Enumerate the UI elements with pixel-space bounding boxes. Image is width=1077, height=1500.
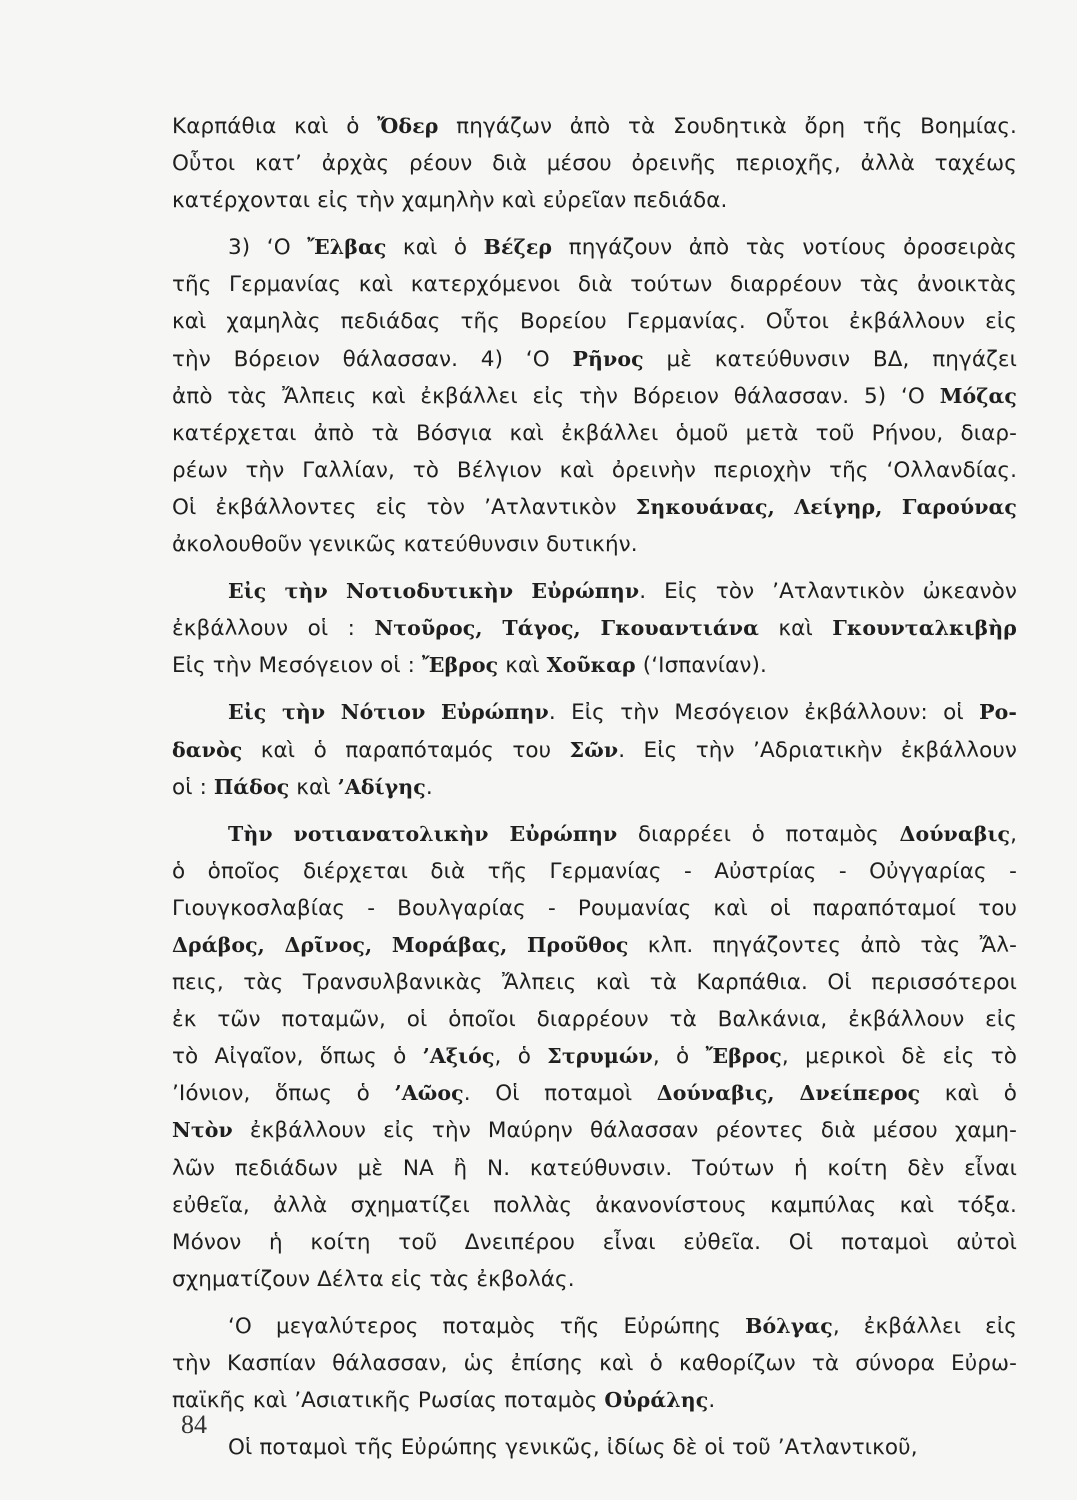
bold-term: Ντοῦρος, Τάγος, Γκουαντιάνα <box>374 616 759 641</box>
text-line <box>172 1308 1017 1345</box>
bold-term: ’Αξιός <box>422 1044 495 1069</box>
text-line <box>172 229 1017 266</box>
text-line <box>172 266 1017 303</box>
bold-term: Ρῆνος <box>572 346 644 371</box>
text-run: Οὗτοι κατ’ ἀρχὰς ρέουν διὰ μέσου ὀρεινῆς περιοχῆς, ἀλλὰ ταχέως <box>172 151 1017 177</box>
text-run: . <box>708 1388 716 1414</box>
paragraph <box>172 816 1017 1298</box>
text-run: Γιουγκοσλαβίας - Βουλγαρίας - Ρουμανίας καὶ οἱ παραπόταμοί του <box>172 895 1017 921</box>
text-line <box>172 341 1017 378</box>
text-run: ’Ιόνιον, ὅπως ὁ <box>172 1081 395 1107</box>
text-line <box>172 526 1017 563</box>
text-line <box>172 1038 1017 1075</box>
body-text <box>172 108 1017 1466</box>
paragraph <box>172 1308 1017 1419</box>
bold-term: Βέζερ <box>483 235 553 260</box>
text-run: , μερικοὶ δὲ εἰς τὸ <box>781 1044 1017 1070</box>
bold-term: Οὐράλης <box>604 1388 709 1413</box>
text-line <box>172 1429 1017 1466</box>
text-line <box>172 890 1017 927</box>
text-line <box>172 853 1017 890</box>
bold-term: Ντὸν <box>172 1118 233 1143</box>
text-line <box>172 694 1017 731</box>
text-line <box>172 1112 1017 1149</box>
text-line <box>172 1345 1017 1382</box>
text-run: . Οἱ ποταμοὶ <box>463 1081 657 1107</box>
text-line <box>172 452 1017 489</box>
text-line <box>172 378 1017 415</box>
text-run: κατέρχονται εἰς τὴν χαμηλὴν καὶ εὐρεῖαν πεδιάδα. <box>172 188 728 214</box>
text-run: καὶ ὁ παραπόταμός του <box>242 737 570 763</box>
text-line <box>172 1187 1017 1224</box>
text-run: κατέρχεται ἀπὸ τὰ Βόσγια καὶ ἐκβάλλει ὁμοῦ μετὰ τοῦ Ρήνου, διαρ- <box>172 420 1017 446</box>
text-run: ἐκβάλλουν οἱ : <box>172 616 375 642</box>
text-run: , ὁ <box>494 1044 548 1070</box>
text-line <box>172 927 1017 964</box>
text-line <box>172 816 1017 853</box>
text-run: οἱ : <box>172 774 214 800</box>
text-run: Μόνον ἡ κοίτη τοῦ Δνειπέρου εἶναι εὐθεῖα. Οἱ ποταμοὶ αὐτοὶ <box>172 1229 1017 1255</box>
text-run: τὸ Αἰγαῖον, ὅπως ὁ <box>172 1044 423 1070</box>
bold-term: Δράβος, Δρῖνος, Μοράβας, Προῦθος <box>172 932 629 957</box>
text-run: λῶν πεδιάδων μὲ ΝΑ ἢ Ν. κατεύθυνσιν. Τούτων ἡ κοίτη δὲν εἶναι <box>172 1155 1017 1181</box>
text-run: 3) ‘Ο <box>228 235 308 261</box>
text-line <box>172 1075 1017 1112</box>
text-line <box>172 303 1017 340</box>
text-line <box>172 1261 1017 1298</box>
text-run: καὶ ὁ <box>920 1081 1017 1107</box>
text-run: καὶ <box>758 616 833 642</box>
text-line <box>172 647 1017 684</box>
paragraph <box>172 229 1017 563</box>
text-line <box>172 108 1017 145</box>
text-run: (‘Ισπανίαν). <box>635 653 767 679</box>
bold-term: Ὄδερ <box>377 114 439 138</box>
text-run: ἀκολουθοῦν γενικῶς κατεύθυνσιν δυτικήν. <box>172 532 638 558</box>
text-run: τὴν Βόρειον θάλασσαν. 4) ‘Ο <box>172 346 573 372</box>
bold-term: Πάδος <box>213 774 290 799</box>
text-line <box>172 489 1017 526</box>
text-run: Εἰς τὴν Μεσόγειον οἱ : <box>172 653 422 679</box>
bold-term: Δούναβις, Δνείπερος <box>656 1081 921 1106</box>
text-run: καὶ ὁ <box>386 235 484 261</box>
text-run: κλπ. πηγάζοντες ἀπὸ τὰς Ἄλ- <box>628 932 1017 958</box>
page-number: 84 <box>181 1410 207 1439</box>
text-run: ‘Ο μεγαλύτερος ποταμὸς τῆς Εὐρώπης <box>228 1313 746 1339</box>
paragraph <box>172 694 1017 805</box>
text-run: πεις, τὰς Τρανσυλβανικὰς Ἄλπεις καὶ τὰ Καρπάθια. Οἱ περισσότεροι <box>172 970 1017 996</box>
bold-term: Στρυμών <box>547 1044 653 1069</box>
bold-term: Βόλγας <box>745 1313 833 1338</box>
text-line <box>172 769 1017 806</box>
text-run: καὶ <box>289 774 338 800</box>
bold-term: Ἔλβας <box>307 235 387 260</box>
bold-term: Δούναβις <box>899 821 1011 846</box>
text-run: ἐκβάλλουν εἰς τὴν Μαύρην θάλασσαν ρέοντες διὰ μέσου χαμη- <box>232 1118 1017 1144</box>
text-run: . Εἰς τὸν ’Ατλαντικὸν ὠκεανὸν <box>639 579 1017 605</box>
text-run: Οἱ ἐκβάλλοντες εἰς τὸν ’Ατλαντικὸν <box>172 494 636 520</box>
bold-term: Σηκουάνας, Λείγηρ, Γαρούνας <box>635 494 1017 519</box>
bold-term: Γκουνταλκιβὴρ <box>832 616 1017 641</box>
text-run: καὶ <box>498 653 547 679</box>
text-run: πηγάζουν ἀπὸ τὰς νοτίους ὀροσειρὰς <box>552 235 1017 261</box>
text-line <box>172 573 1017 610</box>
bold-term: δανὸς <box>172 737 243 762</box>
text-line <box>172 145 1017 182</box>
text-run: Οἱ ποταμοὶ τῆς Εὐρώπης γενικῶς, ἰδίως δὲ οἱ τοῦ ’Ατλαντικοῦ, <box>228 1435 918 1461</box>
bold-term: Σῶν <box>569 737 619 762</box>
bold-term: Ρο- <box>979 700 1017 725</box>
paragraph <box>172 1429 1017 1466</box>
text-run: . Εἰς τὴν Μεσόγειον ἐκβάλλουν: οἱ <box>548 700 980 726</box>
text-line <box>172 1001 1017 1038</box>
text-run: Καρπάθια καὶ ὁ <box>172 114 378 139</box>
text-run: τῆς Γερμανίας καὶ κατερχόμενοι διὰ τούτων διαρρέουν τὰς ἀνοικτὰς <box>172 272 1017 298</box>
bold-term: Μόζας <box>939 383 1017 408</box>
text-line <box>172 415 1017 452</box>
text-run: ἀπὸ τὰς Ἄλπεις καὶ ἐκβάλλει εἰς τὴν Βόρειον θάλασσαν. 5) ‘Ο <box>172 383 940 409</box>
bold-term: Τὴν νοτιανατολικὴν Εὐρώπην <box>228 821 618 846</box>
text-run: μὲ κατεύθυνσιν ΒΔ, πηγάζει <box>643 346 1017 372</box>
text-line <box>172 1224 1017 1261</box>
text-run: πηγάζων ἀπὸ τὰ Σουδητικὰ ὄρη τῆς Βοημίας. <box>438 114 1017 139</box>
text-line <box>172 732 1017 769</box>
bold-term: Χοῦκαρ <box>546 653 636 678</box>
text-run: εὐθεῖα, ἀλλὰ σχηματίζει πολλὰς ἀκανονίστους καμπύλας καὶ τόξα. <box>172 1192 1017 1218</box>
bold-term: Ἔβρος <box>705 1044 782 1069</box>
text-run: ἐκ τῶν ποταμῶν, οἱ ὁποῖοι διαρρέουν τὰ Βαλκάνια, ἐκβάλλουν εἰς <box>172 1007 1017 1033</box>
bold-term: Εἰς τὴν Νότιον Εὐρώπην <box>228 700 549 725</box>
text-run: . Εἰς τὴν ’Αδριατικὴν ἐκβάλλουν <box>618 737 1018 763</box>
bold-term: ’Αῶος <box>394 1081 464 1106</box>
bold-term: Ἔβρος <box>421 653 499 678</box>
text-run: παϊκῆς καὶ ’Ασιατικῆς Ρωσίας ποταμὸς <box>172 1388 605 1414</box>
text-run: σχηματίζουν Δέλτα εἰς τὰς ἐκβολάς. <box>172 1266 575 1292</box>
text-run: , <box>1010 821 1017 847</box>
paragraph <box>172 573 1017 684</box>
text-run: τὴν Κασπίαν θάλασσαν, ὡς ἐπίσης καὶ ὁ καθορίζων τὰ σύνορα Εὐρω- <box>172 1351 1017 1376</box>
text-line <box>172 964 1017 1001</box>
text-run: ὁ ὁποῖος διέρχεται διὰ τῆς Γερμανίας - Αὐστρίας - Οὐγγαρίας - <box>172 858 1017 884</box>
text-run: διαρρέει ὁ ποταμὸς <box>617 821 900 847</box>
text-run: , ὁ <box>652 1044 706 1070</box>
text-line <box>172 610 1017 647</box>
text-line <box>172 1150 1017 1187</box>
text-run: . <box>425 774 433 800</box>
bold-term: Εἰς τὴν Νοτιοδυτικὴν Εὐρώπην <box>228 579 640 604</box>
text-line <box>172 182 1017 219</box>
bold-term: ’Αδίγης <box>337 774 426 799</box>
text-line <box>172 1382 1017 1419</box>
text-run: , ἐκβάλλει εἰς <box>832 1313 1017 1339</box>
text-run: ρέων τὴν Γαλλίαν, τὸ Βέλγιον καὶ ὀρεινὴν περιοχὴν τῆς ‘Ολλανδίας. <box>172 457 1017 483</box>
text-run: καὶ χαμηλὰς πεδιάδας τῆς Βορείου Γερμανίας. Οὗτοι ἐκβάλλουν εἰς <box>172 309 1017 335</box>
paragraph <box>172 108 1017 219</box>
